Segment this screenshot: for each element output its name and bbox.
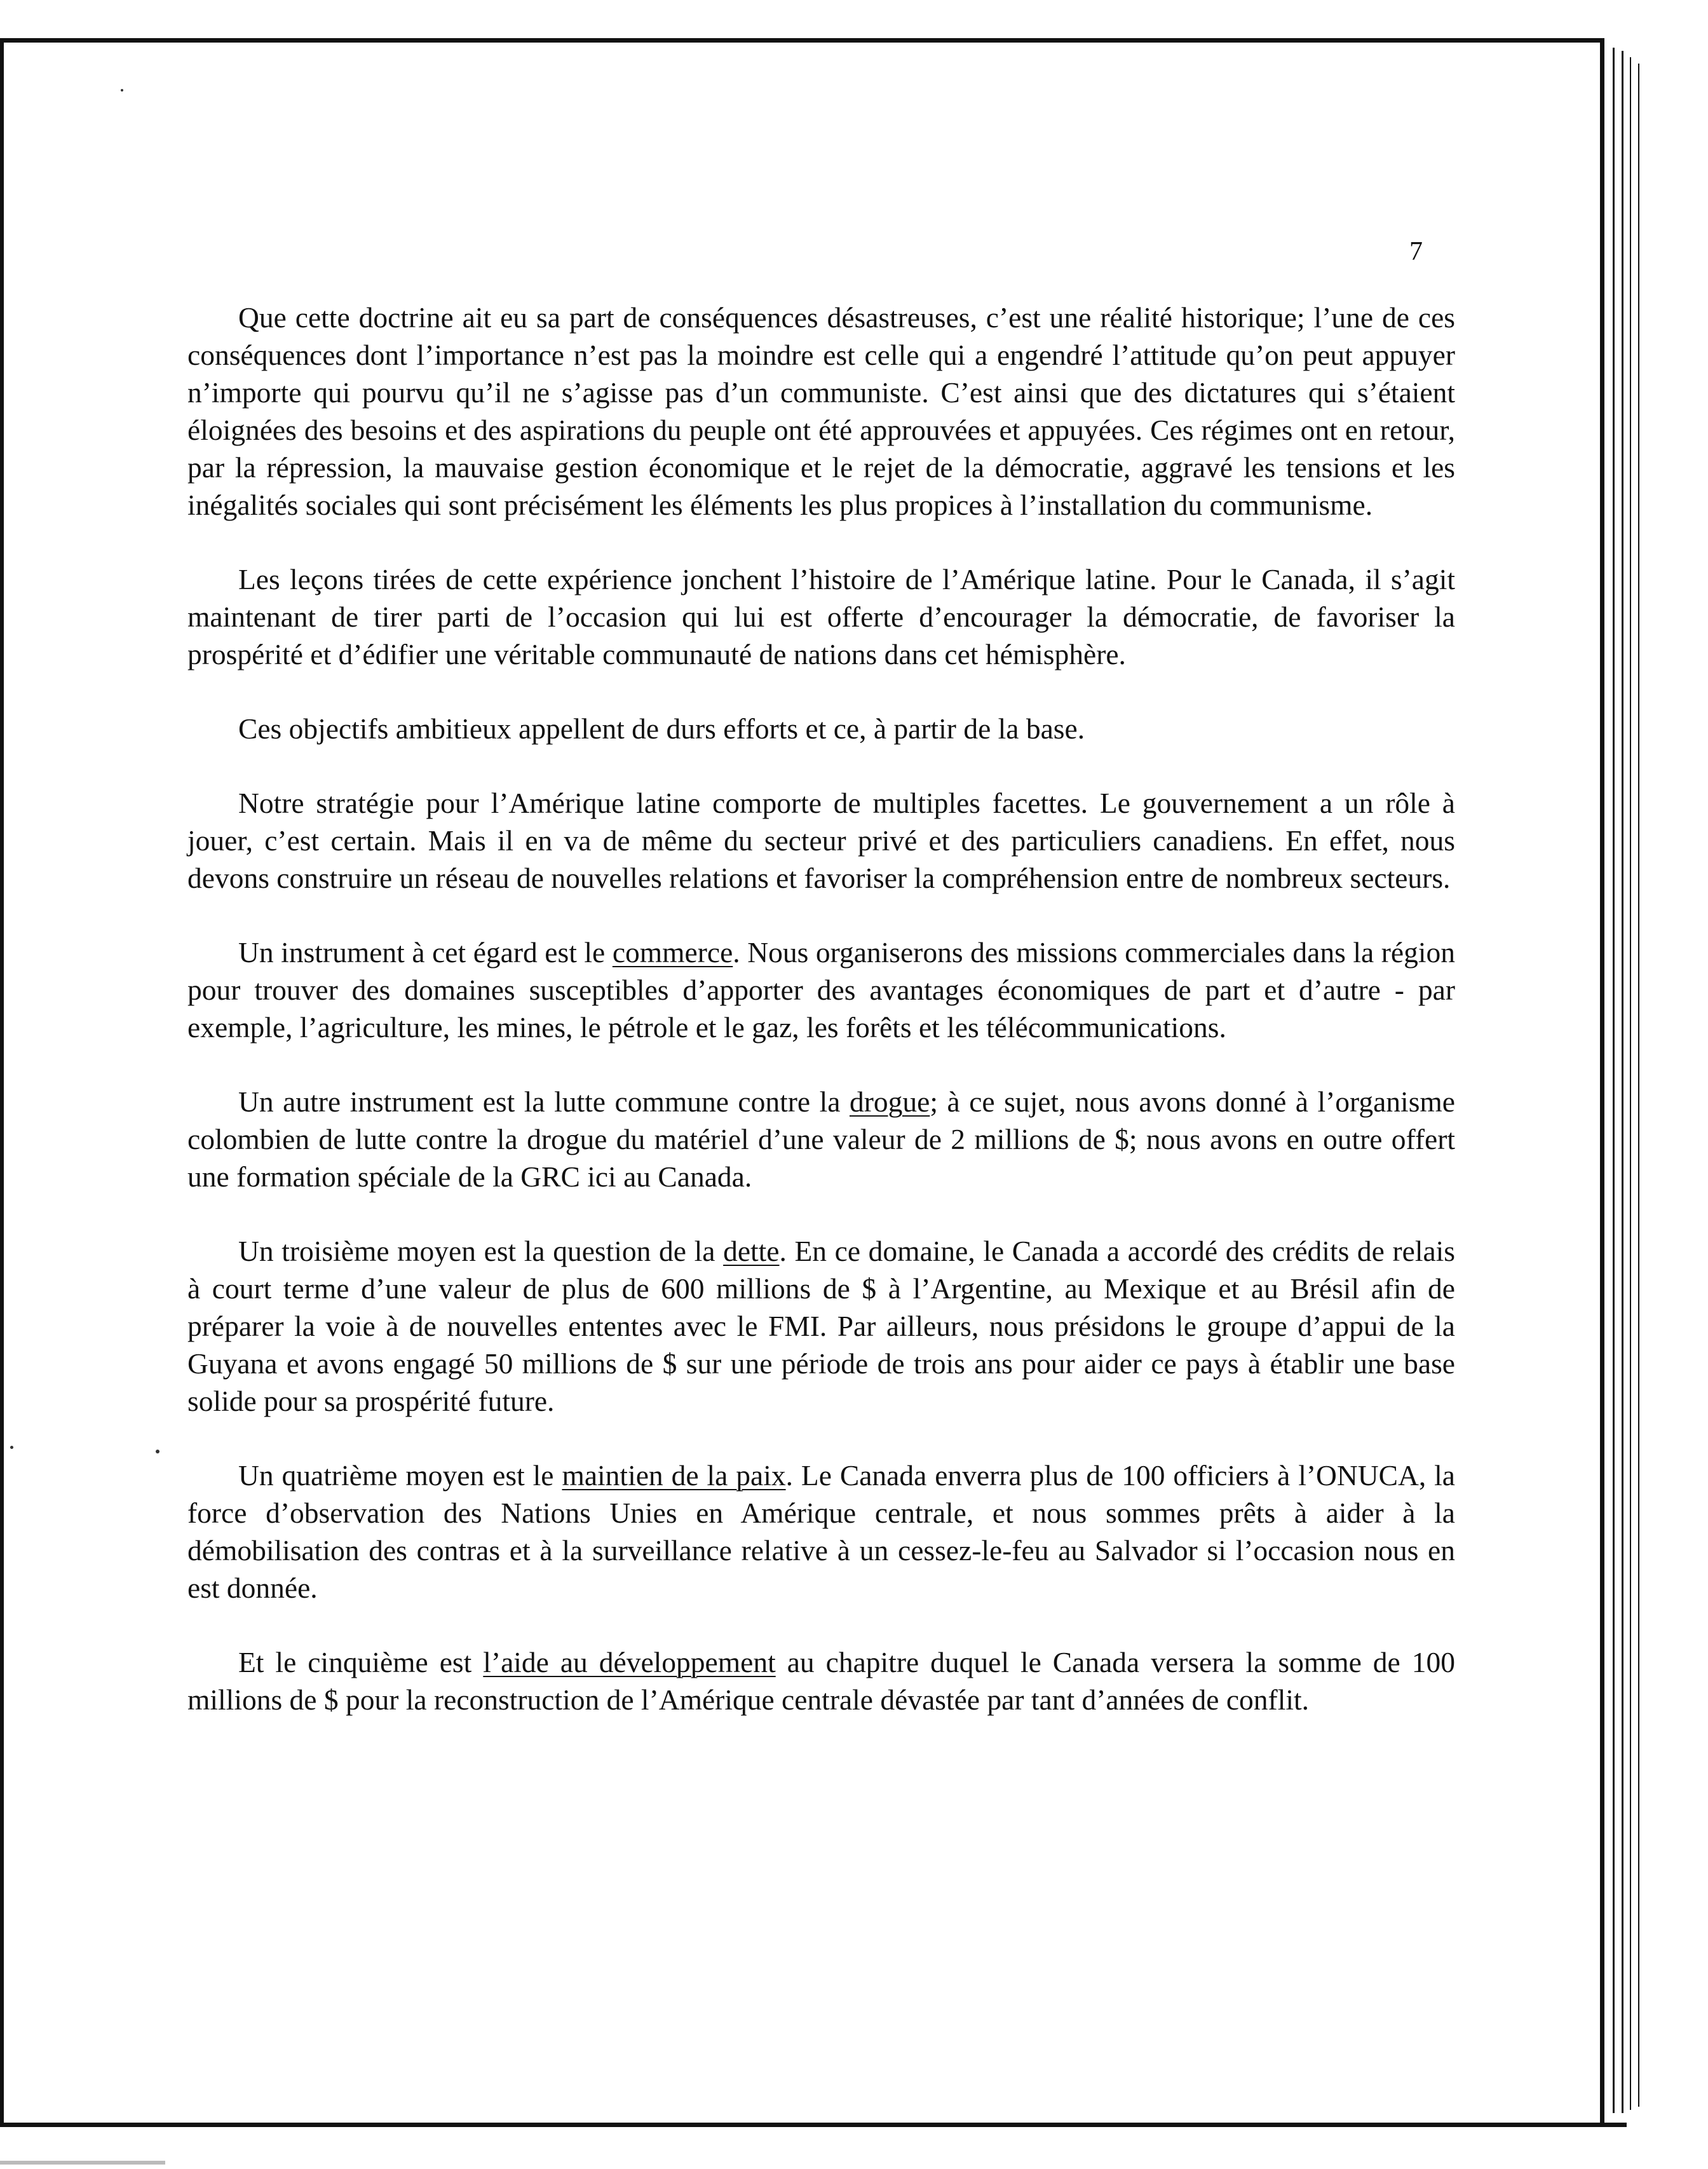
text-run: Que cette doctrine ait eu sa part de conséquences désastreuses, c’est une réalité historique; l’une de ces conséquences dont l’importance n’est pas la moindre est celle qui a engendré l’attitude qu’on peut appuyer n’importe qui pourvu qu’il ne s’agisse pas d’un communiste. C’est ainsi que des dictatures qui s’étaient éloignées des besoins et des aspirations du peuple ont été approuvées et appuyées. Ces régimes ont en retour, par la répression, la mauvaise gestion économique et le rejet de la démocratie, aggravé les tensions et les inégalités sociales qui sont précisément les éléments les plus propices à l’installation du communisme. <box>187 301 1455 521</box>
underlined-term: l’aide au développement <box>483 1646 776 1678</box>
underlined-term: dette <box>723 1235 780 1267</box>
text-run: Les leçons tirées de cette expérience jonchent l’histoire de l’Amérique latine. Pour le Canada, il s’agit maintenant de tirer parti de l’occasion qui lui est offerte d’encourager la démocratie, de favoriser la prospérité et d’édifier une véritable communauté de nations dans cet hémisphère. <box>187 563 1455 670</box>
paragraph <box>187 1232 1455 1420</box>
scan-speck <box>156 1450 159 1453</box>
text-run: ; à ce sujet, nous avons donné à l’organisme colombien de lutte contre la drogue du matériel d’une valeur de 2 millions de $; nous avons en outre offert une formation spéciale de la GRC ici au Canada. <box>187 1085 1455 1193</box>
text-run: . En ce domaine, le Canada a accordé des crédits de relais à court terme d’une valeur de plus de 600 millions de $ à l’Argentine, au Mexique et au Brésil afin de préparer la voie à de nouvelles ententes avec le FMI. Par ailleurs, nous présidons le groupe d’appui de la Guyana et avons engagé 50 millions de $ sur une période de trois ans pour aider ce pays à établir une base solide pour sa prospérité future. <box>187 1235 1455 1417</box>
paragraph <box>187 1083 1455 1195</box>
underlined-term: maintien de la paix <box>562 1459 786 1492</box>
text-run: . Le Canada enverra plus de 100 officiers à l’ONUCA, la force d’observation des Nations Unies en Amérique centrale, et nous sommes prêts à aider à la démobilisation des contras et à la surveillance relative à un cessez-le-feu au Salvador si l’occasion nous en est donnée. <box>187 1459 1455 1604</box>
right-binding-line-1 <box>1613 48 1615 2113</box>
bottom-border-line <box>0 2123 1627 2127</box>
paragraph <box>187 299 1455 524</box>
paragraph <box>187 710 1455 747</box>
document-body <box>187 299 1455 1718</box>
right-binding-line-4 <box>1638 64 1639 2107</box>
paragraph <box>187 561 1455 673</box>
text-run: Et le cinquième est <box>238 1646 484 1678</box>
text-run: Notre stratégie pour l’Amérique latine comporte de multiples facettes. Le gouvernement a un rôle à jouer, c’est certain. Mais il en va de même du secteur privé et des particuliers canadiens. En effet, nous devons construire un réseau de nouvelles relations et favoriser la compréhension entre de nombreux secteurs. <box>187 787 1455 894</box>
paragraph <box>187 934 1455 1046</box>
bottom-left-mark <box>0 2161 165 2165</box>
text-run: . Nous organiserons des missions commerciales dans la région pour trouver des domaines susceptibles d’apporter des avantages économiques de part et d’autre - par exemple, l’agriculture, les mines, le pétrole et le gaz, les forêts et les télécommunications. <box>187 936 1455 1044</box>
scan-speck <box>10 1446 13 1449</box>
right-binding-line-2 <box>1622 51 1623 2113</box>
text-run: Un quatrième moyen est le <box>238 1459 562 1492</box>
text-run: Ces objectifs ambitieux appellent de durs efforts et ce, à partir de la base. <box>238 712 1085 745</box>
text-run: Un instrument à cet égard est le <box>238 936 613 969</box>
paragraph <box>187 784 1455 897</box>
paragraph <box>187 1643 1455 1718</box>
text-run: Un troisième moyen est la question de la <box>238 1235 724 1267</box>
left-border-line <box>0 38 4 2127</box>
top-border-line <box>0 38 1601 43</box>
underlined-term: commerce <box>612 936 733 969</box>
scan-speck <box>121 89 123 92</box>
right-border-line <box>1600 38 1604 2127</box>
page-number: 7 <box>1409 237 1423 266</box>
underlined-term: drogue <box>849 1085 930 1118</box>
right-binding-line-3 <box>1630 57 1631 2110</box>
text-run: Un autre instrument est la lutte commune contre la <box>238 1085 850 1118</box>
paragraph <box>187 1457 1455 1607</box>
text-run: au chapitre duquel le Canada versera la somme de 100 millions de $ pour la reconstruction de l’Amérique centrale dévastée par tant d’années de conflit. <box>187 1646 1455 1716</box>
